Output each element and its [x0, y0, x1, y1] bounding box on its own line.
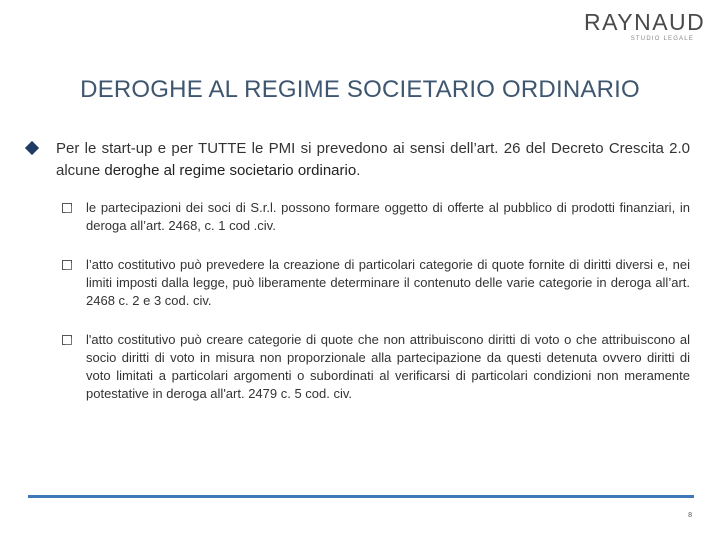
main-text-after: . [356, 162, 361, 179]
logo-name: RAYNAUD [584, 9, 706, 35]
main-text-emphasis: deroghe al regime societario ordinario [104, 162, 357, 179]
sub-bullet [62, 331, 690, 403]
checkbox-bullet-icon [62, 335, 72, 345]
sub-bullet-text: le partecipazioni dei soci di S.r.l. possono formare oggetto di offerte al pubblico di prodotti finanziari, in deroga all’art. 2468, c. 1 cod .civ. [86, 200, 690, 233]
sub-bullet-text: l’atto costitutivo può prevedere la creazione di particolari categorie di quote fornite di diritti diversi e, nei limiti imposti dalla legge, può liberamente determinare il contenuto delle varie categorie in deroga all’art. 2468 c. 2 e 3 cod. civ. [86, 257, 690, 308]
footer-divider [28, 495, 694, 498]
main-text-before: Per le start-up e per TUTTE le PMI si prevedono ai sensi dell’art. 26 del Decreto Crescita 2.0 alcune [56, 140, 690, 179]
main-bullet-text [56, 138, 690, 182]
sub-bullet [62, 199, 690, 235]
firm-logo [584, 9, 706, 44]
sub-bullet [62, 256, 690, 310]
checkbox-bullet-icon [62, 203, 72, 213]
checkbox-bullet-icon [62, 260, 72, 270]
main-bullet [24, 138, 690, 182]
logo-subtitle: STUDIO LEGALE [630, 36, 694, 42]
sub-bullet-text: l'atto costitutivo può creare categorie di quote che non attribuiscono diritti di voto o che attribuiscono al socio diritti di voto in misura non proporzionale alla partecipazione da questi detenuta ovvero diritti di voto limitati a particolari argomenti o subordinati al verificarsi di particolari condizioni non meramente potestative in deroga all'art. 2479 c. 5 cod. civ. [86, 332, 690, 401]
diamond-bullet-icon [25, 141, 39, 155]
page-number: 8 [688, 512, 692, 519]
slide-title: DEROGHE AL REGIME SOCIETARIO ORDINARIO [80, 76, 640, 103]
